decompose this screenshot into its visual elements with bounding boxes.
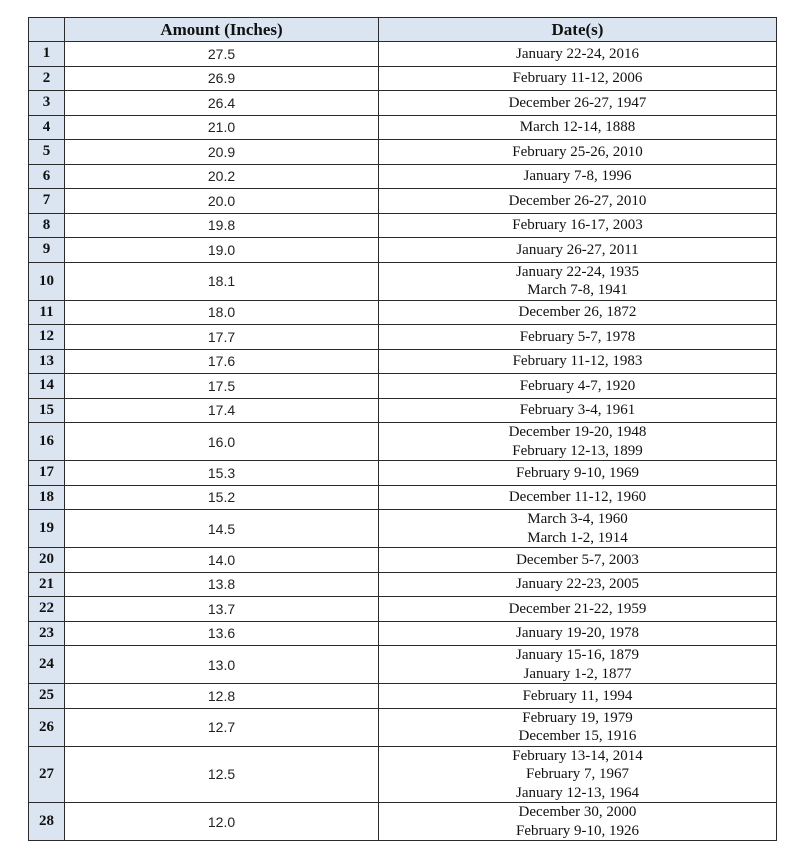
- rank-cell: 17: [29, 461, 65, 486]
- date-entry: February 5-7, 1978: [519, 328, 636, 345]
- table-row: [29, 803, 777, 841]
- table-row: [29, 140, 777, 165]
- dates-cell: [379, 262, 777, 300]
- date-entry: March 12-14, 1888: [519, 119, 636, 135]
- amount-cell: 14.5: [65, 510, 379, 548]
- date-entry: January 7-8, 1996: [523, 168, 632, 184]
- date-entry: February 9-10, 1969: [516, 464, 639, 481]
- table-row: [29, 708, 777, 746]
- amount-cell: 12.8: [65, 684, 379, 709]
- amount-cell: 17.7: [65, 325, 379, 350]
- date-entry: March 7-8, 1941: [527, 282, 628, 298]
- rank-cell: 18: [29, 485, 65, 510]
- date-entry: December 26-27, 1947: [508, 94, 647, 111]
- table-row: [29, 349, 777, 374]
- amount-cell: 20.0: [65, 189, 379, 214]
- date-entry: December 30, 2000: [518, 804, 637, 820]
- date-entry: January 26-27, 2011: [516, 241, 639, 258]
- amount-cell: 13.7: [65, 597, 379, 622]
- amount-header: Amount (Inches): [65, 18, 379, 42]
- date-entry: February 11-12, 1983: [512, 353, 643, 369]
- date-entry: February 11, 1994: [522, 687, 633, 704]
- dates-cell: [379, 115, 777, 140]
- dates-cell: [379, 485, 777, 510]
- table-row: [29, 398, 777, 423]
- rank-cell: 23: [29, 621, 65, 646]
- amount-cell: 12.7: [65, 708, 379, 746]
- dates-cell: [379, 325, 777, 350]
- dates-cell: [379, 621, 777, 646]
- rank-cell: 21: [29, 572, 65, 597]
- dates-cell: [379, 213, 777, 238]
- date-entry: January 22-24, 2016: [516, 45, 639, 62]
- dates-cell: [379, 684, 777, 709]
- rank-cell: 25: [29, 684, 65, 709]
- amount-cell: 26.4: [65, 91, 379, 116]
- rank-cell: 4: [29, 115, 65, 140]
- dates-cell: [379, 803, 777, 841]
- date-entry: December 5-7, 2003: [516, 551, 639, 568]
- amount-cell: 13.0: [65, 646, 379, 684]
- rank-cell: 2: [29, 66, 65, 91]
- amount-cell: 17.6: [65, 349, 379, 374]
- date-entry: January 22-24, 1935: [516, 263, 639, 280]
- table-row: [29, 684, 777, 709]
- table-row: [29, 262, 777, 300]
- dates-cell: [379, 238, 777, 263]
- amount-cell: 17.5: [65, 374, 379, 399]
- date-entry: January 1-2, 1877: [523, 665, 632, 682]
- rank-cell: 22: [29, 597, 65, 622]
- table-row: [29, 621, 777, 646]
- rank-cell: 9: [29, 238, 65, 263]
- date-entry: February 3-4, 1961: [519, 402, 636, 418]
- table-row: [29, 746, 777, 803]
- table-row: [29, 189, 777, 214]
- dates-cell: [379, 548, 777, 573]
- amount-cell: 12.0: [65, 803, 379, 841]
- date-entry: February 7, 1967: [526, 766, 629, 782]
- table-row: [29, 510, 777, 548]
- rank-cell: 10: [29, 262, 65, 300]
- dates-cell: [379, 91, 777, 116]
- table-row: [29, 485, 777, 510]
- dates-cell: [379, 708, 777, 746]
- table-row: [29, 646, 777, 684]
- dates-header: Date(s): [379, 18, 777, 42]
- dates-cell: [379, 646, 777, 684]
- dates-cell: [379, 189, 777, 214]
- date-entry: February 4-7, 1920: [519, 377, 636, 394]
- date-entry: February 9-10, 1926: [516, 822, 639, 839]
- table-row: [29, 164, 777, 189]
- rank-cell: 6: [29, 164, 65, 189]
- date-entry: December 19-20, 1948: [508, 424, 647, 440]
- rank-cell: 19: [29, 510, 65, 548]
- dates-cell: [379, 398, 777, 423]
- rank-cell: 7: [29, 189, 65, 214]
- amount-cell: 12.5: [65, 746, 379, 803]
- amount-cell: 19.0: [65, 238, 379, 263]
- date-entry: December 26-27, 2010: [508, 192, 647, 209]
- amount-cell: 17.4: [65, 398, 379, 423]
- rank-cell: 13: [29, 349, 65, 374]
- dates-cell: [379, 349, 777, 374]
- table-row: [29, 66, 777, 91]
- date-entry: February 19, 1979: [522, 709, 633, 726]
- amount-cell: 18.0: [65, 300, 379, 325]
- amount-cell: 15.3: [65, 461, 379, 486]
- table-row: [29, 213, 777, 238]
- table-row: [29, 374, 777, 399]
- date-entry: December 26, 1872: [518, 304, 637, 320]
- amount-cell: 26.9: [65, 66, 379, 91]
- rank-cell: 12: [29, 325, 65, 350]
- table-body: [29, 42, 777, 841]
- date-entry: March 1-2, 1914: [527, 529, 628, 546]
- rank-header: [29, 18, 65, 42]
- date-entry: February 12-13, 1899: [512, 442, 643, 459]
- table-row: [29, 597, 777, 622]
- amount-cell: 16.0: [65, 423, 379, 461]
- rank-cell: 1: [29, 42, 65, 67]
- table-row: [29, 238, 777, 263]
- table-row: [29, 42, 777, 67]
- date-entry: December 11-12, 1960: [508, 489, 647, 505]
- amount-cell: 21.0: [65, 115, 379, 140]
- amount-cell: 15.2: [65, 485, 379, 510]
- table-row: [29, 461, 777, 486]
- dates-cell: [379, 300, 777, 325]
- rank-cell: 3: [29, 91, 65, 116]
- dates-cell: [379, 572, 777, 597]
- rank-cell: 27: [29, 746, 65, 803]
- date-entry: February 11-12, 2006: [512, 70, 643, 86]
- rank-cell: 11: [29, 300, 65, 325]
- rank-cell: 8: [29, 213, 65, 238]
- amount-cell: 13.8: [65, 572, 379, 597]
- rank-cell: 20: [29, 548, 65, 573]
- table-row: [29, 115, 777, 140]
- table-row: [29, 572, 777, 597]
- dates-cell: [379, 597, 777, 622]
- rank-cell: 26: [29, 708, 65, 746]
- date-entry: February 16-17, 2003: [512, 217, 643, 233]
- table-row: [29, 300, 777, 325]
- date-entry: February 13-14, 2014: [512, 747, 643, 764]
- table-row: [29, 548, 777, 573]
- amount-cell: 27.5: [65, 42, 379, 67]
- amount-cell: 20.2: [65, 164, 379, 189]
- rank-cell: 28: [29, 803, 65, 841]
- date-entry: January 15-16, 1879: [516, 647, 639, 663]
- date-entry: January 22-23, 2005: [516, 576, 639, 592]
- snowfall-table: [28, 17, 777, 841]
- date-entry: February 25-26, 2010: [512, 143, 643, 160]
- rank-cell: 14: [29, 374, 65, 399]
- dates-cell: [379, 374, 777, 399]
- dates-cell: [379, 164, 777, 189]
- dates-cell: [379, 140, 777, 165]
- dates-cell: [379, 423, 777, 461]
- rank-cell: 5: [29, 140, 65, 165]
- table-row: [29, 325, 777, 350]
- date-entry: March 3-4, 1960: [527, 511, 628, 527]
- dates-cell: [379, 66, 777, 91]
- table-row: [29, 91, 777, 116]
- rank-cell: 24: [29, 646, 65, 684]
- date-entry: December 15, 1916: [518, 728, 637, 744]
- dates-cell: [379, 510, 777, 548]
- amount-cell: 18.1: [65, 262, 379, 300]
- amount-cell: 14.0: [65, 548, 379, 573]
- date-entry: January 19-20, 1978: [516, 625, 639, 641]
- amount-cell: 19.8: [65, 213, 379, 238]
- amount-cell: 20.9: [65, 140, 379, 165]
- amount-cell: 13.6: [65, 621, 379, 646]
- rank-cell: 15: [29, 398, 65, 423]
- dates-cell: [379, 42, 777, 67]
- header-row: [29, 18, 777, 42]
- dates-cell: [379, 746, 777, 803]
- rank-cell: 16: [29, 423, 65, 461]
- table-row: [29, 423, 777, 461]
- date-entry: January 12-13, 1964: [516, 784, 639, 801]
- dates-cell: [379, 461, 777, 486]
- date-entry: December 21-22, 1959: [508, 600, 647, 617]
